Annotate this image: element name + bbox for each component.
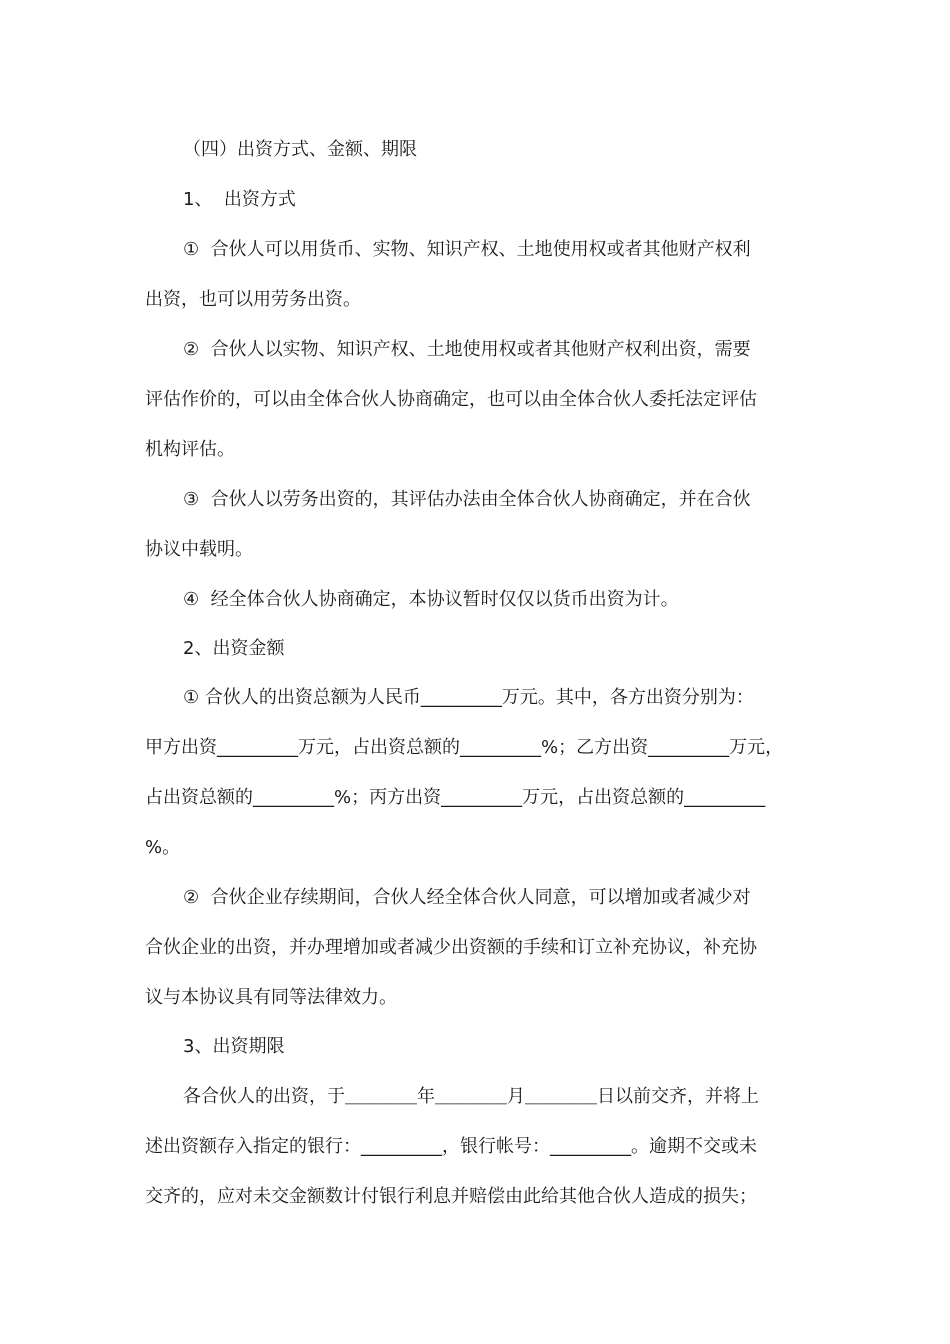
subsection-heading: 1、 出资方式 [183,189,296,210]
paragraph-line: ④ 经全体合伙人协商确定，本协议暂时仅仅以货币出资为计。 [183,589,679,610]
paragraph-line: 交齐的，应对未交金额数计付银行利息并赔偿由此给其他合伙人造成的损失； [145,1186,757,1207]
paragraph-line: ① 合伙人可以用货币、实物、知识产权、土地使用权或者其他财产权利 [183,239,751,260]
paragraph-line: 出资，也可以用劳务出资。 [145,289,361,310]
paragraph-line: ② 合伙人以实物、知识产权、土地使用权或者其他财产权利出资，需要 [183,339,751,360]
paragraph-line: ③ 合伙人以劳务出资的，其评估办法由全体合伙人协商确定，并在合伙 [183,489,751,510]
paragraph-line: 机构评估。 [145,439,235,460]
section-heading: （四）出资方式、金额、期限 [183,139,417,160]
paragraph-line: 述出资额存入指定的银行：_________，银行帐号：_________。逾期不交或未 [145,1136,757,1157]
paragraph-line: 协议中载明。 [145,539,253,560]
paragraph-line: 甲方出资_________万元，占出资总额的_________%；乙方出资_________万元， [145,737,784,758]
paragraph-line: %。 [145,837,181,858]
paragraph-line: 议与本协议具有同等法律效力。 [145,987,397,1008]
paragraph-line: 评估作价的，可以由全体合伙人协商确定，也可以由全体合伙人委托法定评估 [145,389,757,410]
paragraph-line: 占出资总额的_________%；丙方出资_________万元，占出资总额的_________ [145,787,766,808]
paragraph-line: 各合伙人的出资，于＿＿＿＿年＿＿＿＿月＿＿＿＿日以前交齐，并将上 [183,1086,759,1107]
paragraph-line: ② 合伙企业存续期间，合伙人经全体合伙人同意，可以增加或者减少对 [183,887,751,908]
paragraph-line: 合伙企业的出资，并办理增加或者减少出资额的手续和订立补充协议，补充协 [145,937,757,958]
paragraph-line: ① 合伙人的出资总额为人民币_________万元。其中，各方出资分别为： [183,687,754,708]
subsection-heading: 3、出资期限 [183,1036,285,1057]
subsection-heading: 2、出资金额 [183,638,285,659]
